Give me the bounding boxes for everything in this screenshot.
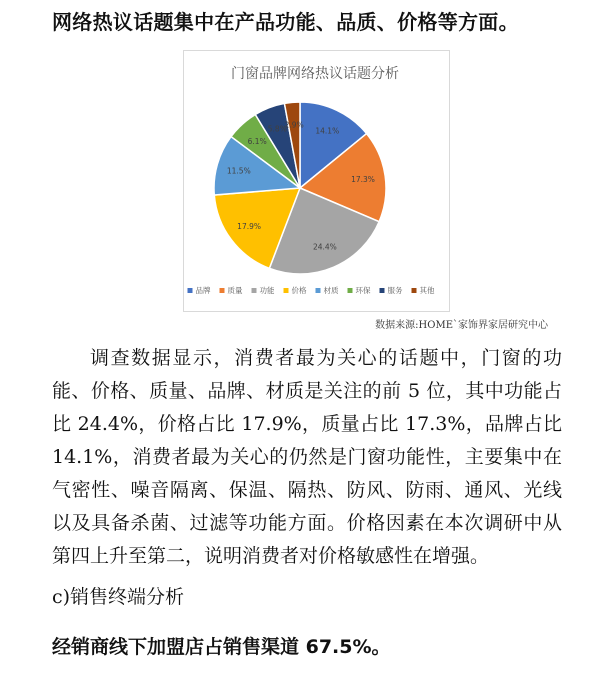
pie-slice-label: 24.4% [312, 242, 337, 252]
body-paragraph: 调查数据显示，消费者最为关心的话题中，门窗的功能、价格、质量、品牌、材质是关注的前 5 位，其中功能占比 24.4%，价格占比 17.9%，质量占比 17.3%，品牌占比 14.1%，消费者最为关心的仍然是门窗功能性，主要集中在气密性、噪音隔离、保温、隔热、防风、防雨、通风、光线以及具备杀菌、过滤等功能方面。价格因素在本次调研中从第四上升至第二，说明消费者对价格敏感性在增强。 [52, 347, 562, 567]
legend-label: 价格 [291, 286, 307, 295]
pie-slice-label: 17.9% [237, 222, 262, 232]
pie-slice-label: 5.8% [267, 124, 287, 134]
legend-swatch [348, 288, 353, 293]
legend-swatch [284, 288, 289, 293]
section-heading: 网络热议话题集中在产品功能、品质、价格等方面。 [52, 10, 519, 34]
summary-line: 经销商线下加盟店占销售渠道 67.5%。 [52, 636, 391, 658]
pie-slice-label: 2.9% [284, 120, 304, 130]
legend-label: 质量 [227, 286, 243, 295]
legend-label: 其他 [419, 286, 435, 295]
legend-label: 材质 [323, 286, 339, 295]
legend-swatch [316, 288, 321, 293]
pie-slice-label: 6.1% [247, 136, 267, 146]
pie-slice-label: 14.1% [315, 126, 340, 136]
legend-label: 功能 [259, 286, 275, 295]
legend-label: 服务 [387, 286, 403, 295]
legend-swatch [412, 288, 417, 293]
pie-chart [183, 50, 448, 310]
chart-title: 门窗品牌网络热议话题分析 [231, 66, 399, 82]
legend-swatch [252, 288, 257, 293]
legend-label: 品牌 [195, 286, 211, 295]
legend-swatch [380, 288, 385, 293]
pie-slice-label: 17.3% [351, 175, 375, 184]
pie-slice-label: 11.5% [226, 166, 251, 176]
legend-swatch [188, 288, 193, 293]
legend-swatch [220, 288, 225, 293]
subsection-heading: c)销售终端分析 [52, 586, 185, 608]
data-source: 数据来源:HOME`家饰界家居研究中心 [375, 320, 548, 331]
legend-label: 环保 [355, 286, 371, 295]
